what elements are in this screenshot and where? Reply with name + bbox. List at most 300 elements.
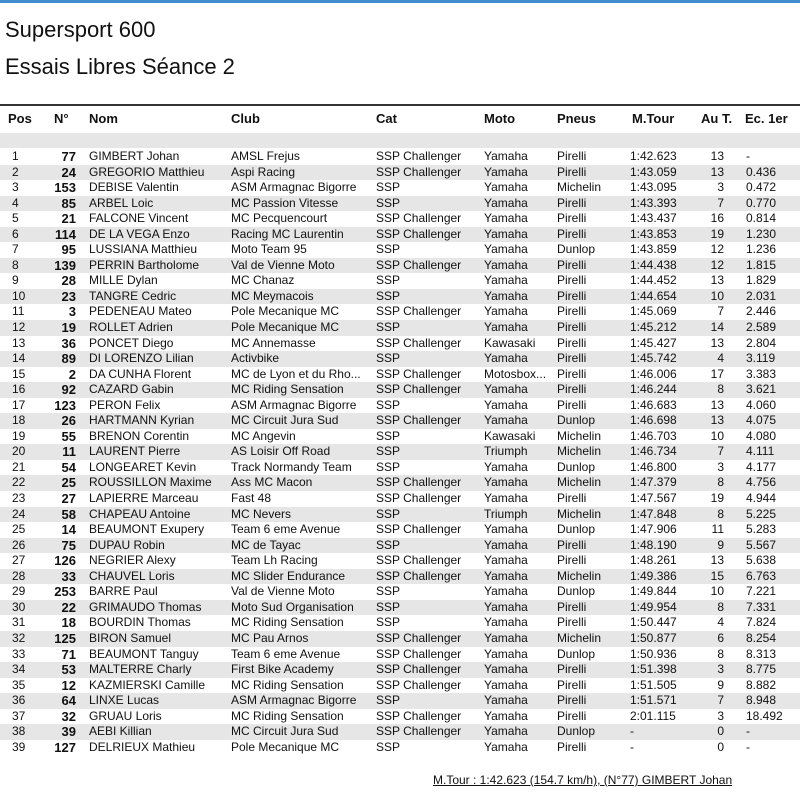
- cell-mtour: 1:50.936: [630, 646, 677, 661]
- cell-num: 36: [61, 335, 76, 351]
- cell-club: Team Lh Racing: [231, 553, 318, 568]
- cell-ec: 1.815: [746, 257, 777, 272]
- cell-pneus: Pirelli: [557, 273, 587, 288]
- cell-num: 126: [54, 553, 76, 569]
- cell-ec: 4.944: [746, 491, 777, 506]
- cell-moto: Yamaha: [484, 522, 528, 537]
- cell-mtour: 1:42.623: [630, 149, 677, 163]
- cell-pos: 33: [12, 646, 26, 661]
- cell-club: ASM Armagnac Bigorre: [231, 397, 357, 412]
- cell-club: MC Meymacois: [231, 288, 314, 303]
- cell-moto: Yamaha: [484, 288, 528, 303]
- table-row: [0, 460, 800, 476]
- cell-nom: LAURENT Pierre: [89, 444, 181, 459]
- col-pneus: Pneus: [557, 111, 597, 126]
- cell-pneus: Pirelli: [557, 677, 587, 692]
- cell-ec: 3.119: [746, 351, 776, 366]
- cell-ec: 5.567: [746, 537, 777, 552]
- cell-mtour: 1:45.427: [630, 335, 677, 350]
- cell-num: 12: [61, 677, 76, 693]
- cell-mtour: 1:44.452: [630, 273, 677, 288]
- cell-cat: SSP Challenger: [376, 211, 462, 226]
- col-nom: Nom: [89, 111, 118, 126]
- cell-mtour: 1:43.095: [630, 180, 677, 195]
- cell-aut: 17: [710, 366, 724, 381]
- cell-pos: 21: [12, 459, 26, 474]
- table-row: [0, 678, 800, 694]
- cell-mtour: 1:51.398: [630, 662, 677, 677]
- cell-club: Pole Mecanique MC: [231, 304, 340, 319]
- cell-moto: Kawasaki: [484, 335, 536, 350]
- cell-mtour: 1:45.069: [630, 304, 677, 319]
- cell-num: 2: [68, 366, 76, 382]
- cell-ec: 18.492: [746, 708, 783, 723]
- cell-num: 89: [61, 351, 76, 367]
- table-row: [0, 693, 800, 709]
- cell-cat: SSP Challenger: [376, 491, 462, 506]
- cell-pneus: Pirelli: [557, 537, 587, 552]
- cell-moto: Yamaha: [484, 351, 528, 366]
- cell-cat: SSP: [376, 351, 401, 366]
- cell-nom: ROUSSILLON Maxime: [89, 475, 212, 490]
- cell-num: 75: [61, 537, 76, 553]
- cell-moto: Yamaha: [484, 304, 528, 319]
- cell-pos: 35: [12, 677, 26, 692]
- cell-nom: BOURDIN Thomas: [89, 615, 191, 630]
- cell-moto: Kawasaki: [484, 428, 536, 443]
- cell-ec: 4.075: [746, 413, 777, 428]
- cell-club: MC Riding Sensation: [231, 615, 344, 630]
- cell-nom: GREGORIO Matthieu: [89, 164, 205, 179]
- cell-mtour: 1:46.800: [630, 459, 677, 474]
- cell-pneus: Pirelli: [557, 553, 587, 568]
- cell-nom: ROLLET Adrien: [89, 320, 173, 335]
- cell-ec: 4.060: [746, 397, 777, 412]
- cell-moto: Yamaha: [484, 164, 528, 179]
- cell-num: 55: [61, 428, 76, 444]
- cell-mtour: 1:49.844: [630, 584, 677, 599]
- table-row: [0, 615, 800, 631]
- cell-moto: Yamaha: [484, 693, 528, 708]
- cell-club: MC Pau Arnos: [231, 630, 309, 645]
- cell-pneus: Pirelli: [557, 211, 587, 226]
- cell-club: MC Pecquencourt: [231, 211, 328, 226]
- table-row: [0, 382, 800, 398]
- cell-num: 77: [61, 149, 76, 164]
- table-row: [0, 429, 800, 445]
- cell-club: Pole Mecanique MC: [231, 739, 340, 754]
- cell-pneus: Pirelli: [557, 708, 587, 723]
- cell-cat: SSP Challenger: [376, 366, 462, 381]
- cell-mtour: 1:46.244: [630, 382, 677, 397]
- cell-aut: 15: [710, 568, 724, 583]
- cell-cat: SSP: [376, 428, 401, 443]
- col-ec: Ec. 1er: [745, 111, 788, 126]
- table-row: [0, 538, 800, 554]
- cell-pneus: Pirelli: [557, 149, 587, 163]
- cell-aut: 3: [717, 459, 724, 474]
- cell-nom: DE LA VEGA Enzo: [89, 226, 190, 241]
- cell-pneus: Dunlop: [557, 413, 596, 428]
- cell-mtour: 1:47.906: [630, 522, 677, 537]
- cell-moto: Yamaha: [484, 584, 528, 599]
- cell-num: 19: [61, 320, 76, 336]
- cell-mtour: 1:50.877: [630, 630, 677, 645]
- cell-pos: 24: [12, 506, 26, 521]
- cell-nom: CAZARD Gabin: [89, 382, 174, 397]
- cell-num: 53: [61, 662, 76, 678]
- cell-pos: 6: [12, 226, 19, 241]
- cell-cat: SSP Challenger: [376, 304, 462, 319]
- cell-nom: LAPIERRE Marceau: [89, 491, 199, 506]
- cell-aut: 8: [717, 646, 724, 661]
- cell-club: MC Riding Sensation: [231, 708, 344, 723]
- cell-pos: 39: [12, 739, 26, 754]
- cell-num: 71: [61, 646, 76, 662]
- table-spacer-row: [0, 133, 800, 148]
- cell-aut: 13: [710, 397, 724, 412]
- cell-club: AS Loisir Off Road: [231, 444, 331, 459]
- cell-pneus: Michelin: [557, 428, 602, 443]
- cell-num: 85: [61, 195, 76, 211]
- col-pos: Pos: [8, 111, 32, 126]
- cell-ec: 5.283: [746, 522, 777, 537]
- cell-nom: PEDENEAU Mateo: [89, 304, 192, 319]
- table-row: [0, 507, 800, 523]
- cell-aut: 7: [717, 304, 724, 319]
- cell-num: 24: [61, 164, 76, 180]
- cell-num: 21: [61, 211, 76, 227]
- cell-cat: SSP: [376, 599, 401, 614]
- cell-pos: 9: [12, 273, 19, 288]
- table-row: [0, 647, 800, 663]
- cell-num: 125: [54, 630, 76, 646]
- table-row: [0, 289, 800, 305]
- cell-nom: LUSSIANA Matthieu: [89, 242, 198, 257]
- cell-ec: 0.770: [746, 195, 777, 210]
- cell-nom: PERRIN Bartholome: [89, 257, 200, 272]
- cell-pneus: Pirelli: [557, 491, 587, 506]
- cell-cat: SSP: [376, 288, 401, 303]
- cell-ec: 5.638: [746, 553, 777, 568]
- cell-pos: 22: [12, 475, 26, 490]
- cell-cat: SSP Challenger: [376, 413, 462, 428]
- cell-pos: 27: [12, 553, 26, 568]
- cell-moto: Yamaha: [484, 273, 528, 288]
- cell-cat: SSP Challenger: [376, 335, 462, 350]
- cell-pos: 32: [12, 630, 26, 645]
- cell-aut: 0: [717, 739, 724, 754]
- cell-num: 26: [61, 413, 76, 429]
- cell-moto: Yamaha: [484, 677, 528, 692]
- cell-pos: 7: [12, 242, 19, 257]
- cell-ec: -: [746, 724, 750, 739]
- cell-nom: BEAUMONT Tanguy: [89, 646, 199, 661]
- cell-moto: Yamaha: [484, 662, 528, 677]
- cell-ec: -: [746, 739, 750, 754]
- cell-num: 3: [68, 304, 76, 320]
- cell-ec: 8.775: [746, 662, 777, 677]
- cell-ec: 4.177: [746, 459, 777, 474]
- best-lap-footer: M.Tour : 1:42.623 (154.7 km/h), (N°77) GIMBERT Johan: [433, 773, 733, 787]
- cell-pos: 16: [12, 382, 26, 397]
- table-row: [0, 413, 800, 429]
- cell-moto: Triumph: [484, 506, 528, 521]
- col-moto: Moto: [484, 111, 516, 126]
- cell-pos: 1: [12, 149, 19, 163]
- cell-nom: TANGRE Cedric: [89, 288, 177, 303]
- cell-num: 127: [54, 739, 76, 755]
- cell-ec: 6.763: [746, 568, 777, 583]
- table-row: [0, 740, 800, 756]
- cell-aut: 3: [717, 180, 724, 195]
- cell-pneus: Pirelli: [557, 335, 587, 350]
- cell-mtour: 1:46.734: [630, 444, 677, 459]
- table-row: [0, 662, 800, 678]
- cell-moto: Yamaha: [484, 724, 528, 739]
- cell-ec: 7.824: [746, 615, 777, 630]
- cell-pos: 20: [12, 444, 26, 459]
- cell-ec: 3.621: [746, 382, 777, 397]
- cell-cat: SSP Challenger: [376, 257, 462, 272]
- cell-pos: 14: [12, 351, 26, 366]
- col-mtour: M.Tour: [632, 111, 675, 126]
- cell-mtour: 1:49.954: [630, 599, 677, 614]
- cell-moto: Yamaha: [484, 211, 528, 226]
- cell-ec: 2.446: [746, 304, 777, 319]
- cell-aut: 8: [717, 382, 724, 397]
- cell-num: 92: [61, 382, 76, 398]
- cell-cat: SSP Challenger: [376, 149, 462, 163]
- cell-ec: 0.814: [746, 211, 777, 226]
- cell-pneus: Pirelli: [557, 397, 587, 412]
- cell-num: 14: [61, 522, 76, 538]
- cell-nom: DELRIEUX Mathieu: [89, 739, 196, 754]
- table-row: [0, 709, 800, 725]
- cell-aut: 9: [717, 537, 724, 552]
- cell-pos: 25: [12, 522, 26, 537]
- cell-nom: BRENON Corentin: [89, 428, 190, 443]
- cell-pneus: Michelin: [557, 180, 602, 195]
- cell-ec: 8.948: [746, 693, 777, 708]
- cell-nom: AEBI Killian: [89, 724, 152, 739]
- cell-cat: SSP: [376, 537, 401, 552]
- cell-pneus: Dunlop: [557, 242, 596, 257]
- table-row: [0, 149, 800, 165]
- table-row: [0, 569, 800, 585]
- cell-pneus: Dunlop: [557, 724, 596, 739]
- cell-moto: Yamaha: [484, 226, 528, 241]
- cell-num: 253: [54, 584, 76, 600]
- cell-ec: 1.829: [746, 273, 777, 288]
- cell-club: Fast 48: [231, 491, 272, 506]
- table-row: [0, 227, 800, 243]
- cell-nom: DA CUNHA Florent: [89, 366, 192, 381]
- cell-moto: Yamaha: [484, 491, 528, 506]
- cell-mtour: 1:48.190: [630, 537, 677, 552]
- cell-mtour: 1:46.006: [630, 366, 677, 381]
- cell-club: AMSL Frejus: [231, 149, 300, 163]
- cell-mtour: 1:47.379: [630, 475, 677, 490]
- cell-moto: Yamaha: [484, 708, 528, 723]
- cell-ec: 2.804: [746, 335, 777, 350]
- table-row: [0, 398, 800, 414]
- cell-pneus: Pirelli: [557, 164, 587, 179]
- cell-moto: Yamaha: [484, 615, 528, 630]
- cell-moto: Yamaha: [484, 568, 528, 583]
- cell-pneus: Michelin: [557, 568, 602, 583]
- cell-mtour: 1:45.742: [630, 351, 677, 366]
- cell-pos: 11: [12, 304, 25, 319]
- cell-nom: GRIMAUDO Thomas: [89, 599, 202, 614]
- col-num: N°: [54, 111, 69, 126]
- cell-aut: 4: [717, 615, 724, 630]
- cell-pneus: Pirelli: [557, 662, 587, 677]
- cell-ec: 0.472: [746, 180, 777, 195]
- table-row: [0, 320, 800, 336]
- cell-mtour: 1:43.437: [630, 211, 677, 226]
- cell-mtour: 1:46.703: [630, 428, 677, 443]
- cell-cat: SSP: [376, 693, 401, 708]
- cell-ec: 7.221: [746, 584, 777, 599]
- cell-pos: 2: [12, 164, 19, 179]
- cell-pos: 26: [12, 537, 26, 552]
- cell-club: MC Angevin: [231, 428, 296, 443]
- cell-mtour: 1:51.571: [630, 693, 677, 708]
- cell-aut: 12: [710, 257, 724, 272]
- cell-moto: Yamaha: [484, 553, 528, 568]
- cell-club: ASM Armagnac Bigorre: [231, 180, 357, 195]
- cell-aut: 6: [717, 630, 724, 645]
- cell-nom: BEAUMONT Exupery: [89, 522, 205, 537]
- cell-aut: 10: [710, 428, 724, 443]
- cell-aut: 13: [710, 553, 724, 568]
- cell-mtour: -: [630, 739, 634, 754]
- cell-aut: 14: [710, 320, 724, 335]
- cell-aut: 16: [710, 211, 724, 226]
- cell-nom: DUPAU Robin: [89, 537, 165, 552]
- cell-nom: KAZMIERSKI Camille: [89, 677, 206, 692]
- cell-aut: 12: [710, 242, 724, 257]
- cell-pos: 31: [12, 615, 26, 630]
- cell-aut: 11: [711, 522, 724, 537]
- cell-aut: 7: [717, 693, 724, 708]
- cell-pneus: Michelin: [557, 475, 602, 490]
- cell-club: Track Normandy Team: [231, 459, 352, 474]
- cell-nom: LINXE Lucas: [89, 693, 160, 708]
- cell-aut: 13: [710, 335, 724, 350]
- cell-club: MC de Tayac: [231, 537, 301, 552]
- cell-club: Team 6 eme Avenue: [231, 522, 341, 537]
- cell-cat: SSP Challenger: [376, 553, 462, 568]
- table-row: [0, 724, 800, 740]
- cell-nom: FALCONE Vincent: [89, 211, 189, 226]
- cell-club: MC Slider Endurance: [231, 568, 346, 583]
- cell-ec: 1.236: [746, 242, 777, 257]
- cell-pos: 18: [12, 413, 26, 428]
- cell-mtour: 1:49.386: [630, 568, 677, 583]
- cell-pneus: Pirelli: [557, 615, 587, 630]
- cell-club: Activbike: [231, 351, 280, 366]
- cell-pneus: Pirelli: [557, 366, 587, 381]
- cell-club: MC Circuit Jura Sud: [231, 724, 339, 739]
- cell-cat: SSP: [376, 739, 401, 754]
- cell-ec: 2.031: [746, 288, 777, 303]
- cell-moto: Motosbox...: [484, 366, 547, 381]
- table-row: [0, 211, 800, 227]
- cell-ec: 3.383: [746, 366, 777, 381]
- cell-ec: 5.225: [746, 506, 777, 521]
- cell-moto: Yamaha: [484, 599, 528, 614]
- cell-pneus: Pirelli: [557, 195, 587, 210]
- col-club: Club: [231, 111, 260, 126]
- cell-club: Aspi Racing: [231, 164, 296, 179]
- cell-cat: SSP: [376, 195, 401, 210]
- cell-club: Ass MC Macon: [231, 475, 313, 490]
- cell-club: MC Riding Sensation: [231, 382, 344, 397]
- cell-club: Moto Team 95: [231, 242, 307, 257]
- cell-nom: ARBEL Loic: [89, 195, 154, 210]
- cell-cat: SSP Challenger: [376, 677, 462, 692]
- cell-moto: Yamaha: [484, 180, 528, 195]
- cell-nom: CHAPEAU Antoine: [89, 506, 191, 521]
- cell-cat: SSP: [376, 397, 401, 412]
- cell-moto: Yamaha: [484, 630, 528, 645]
- cell-nom: DEBISE Valentin: [89, 180, 179, 195]
- cell-cat: SSP Challenger: [376, 708, 462, 723]
- table-row: [0, 475, 800, 491]
- cell-pos: 13: [12, 335, 26, 350]
- cell-nom: GRUAU Loris: [89, 708, 162, 723]
- table-row: [0, 491, 800, 507]
- cell-nom: PONCET Diego: [89, 335, 174, 350]
- cell-num: 25: [61, 475, 76, 491]
- cell-nom: CHAUVEL Loris: [89, 568, 175, 583]
- cell-pneus: Pirelli: [557, 351, 587, 366]
- table-row: [0, 180, 800, 196]
- cell-pos: 17: [12, 397, 26, 412]
- cell-pneus: Pirelli: [557, 693, 587, 708]
- cell-aut: 9: [717, 677, 724, 692]
- cell-aut: 3: [717, 662, 724, 677]
- cell-club: ASM Armagnac Bigorre: [231, 693, 357, 708]
- cell-pneus: Michelin: [557, 506, 602, 521]
- cell-cat: SSP Challenger: [376, 226, 462, 241]
- cell-pneus: Pirelli: [557, 739, 587, 754]
- cell-club: MC Passion Vitesse: [231, 195, 339, 210]
- cell-pos: 23: [12, 491, 26, 506]
- cell-cat: SSP Challenger: [376, 646, 462, 661]
- cell-cat: SSP: [376, 506, 401, 521]
- cell-num: 32: [61, 708, 76, 724]
- cell-moto: Yamaha: [484, 537, 528, 552]
- cell-moto: Triumph: [484, 444, 528, 459]
- col-cat: Cat: [376, 111, 397, 126]
- cell-pos: 15: [12, 366, 26, 381]
- cell-club: First Bike Academy: [231, 662, 334, 677]
- cell-pneus: Pirelli: [557, 304, 587, 319]
- cell-num: 95: [61, 242, 76, 258]
- cell-nom: NEGRIER Alexy: [89, 553, 176, 568]
- cell-moto: Yamaha: [484, 475, 528, 490]
- cell-club: MC Circuit Jura Sud: [231, 413, 339, 428]
- cell-cat: SSP Challenger: [376, 164, 462, 179]
- cell-num: 114: [55, 226, 76, 242]
- cell-mtour: 1:51.505: [630, 677, 677, 692]
- cell-mtour: 1:45.212: [630, 320, 677, 335]
- cell-nom: MILLE Dylan: [89, 273, 158, 288]
- cell-num: 64: [61, 693, 76, 709]
